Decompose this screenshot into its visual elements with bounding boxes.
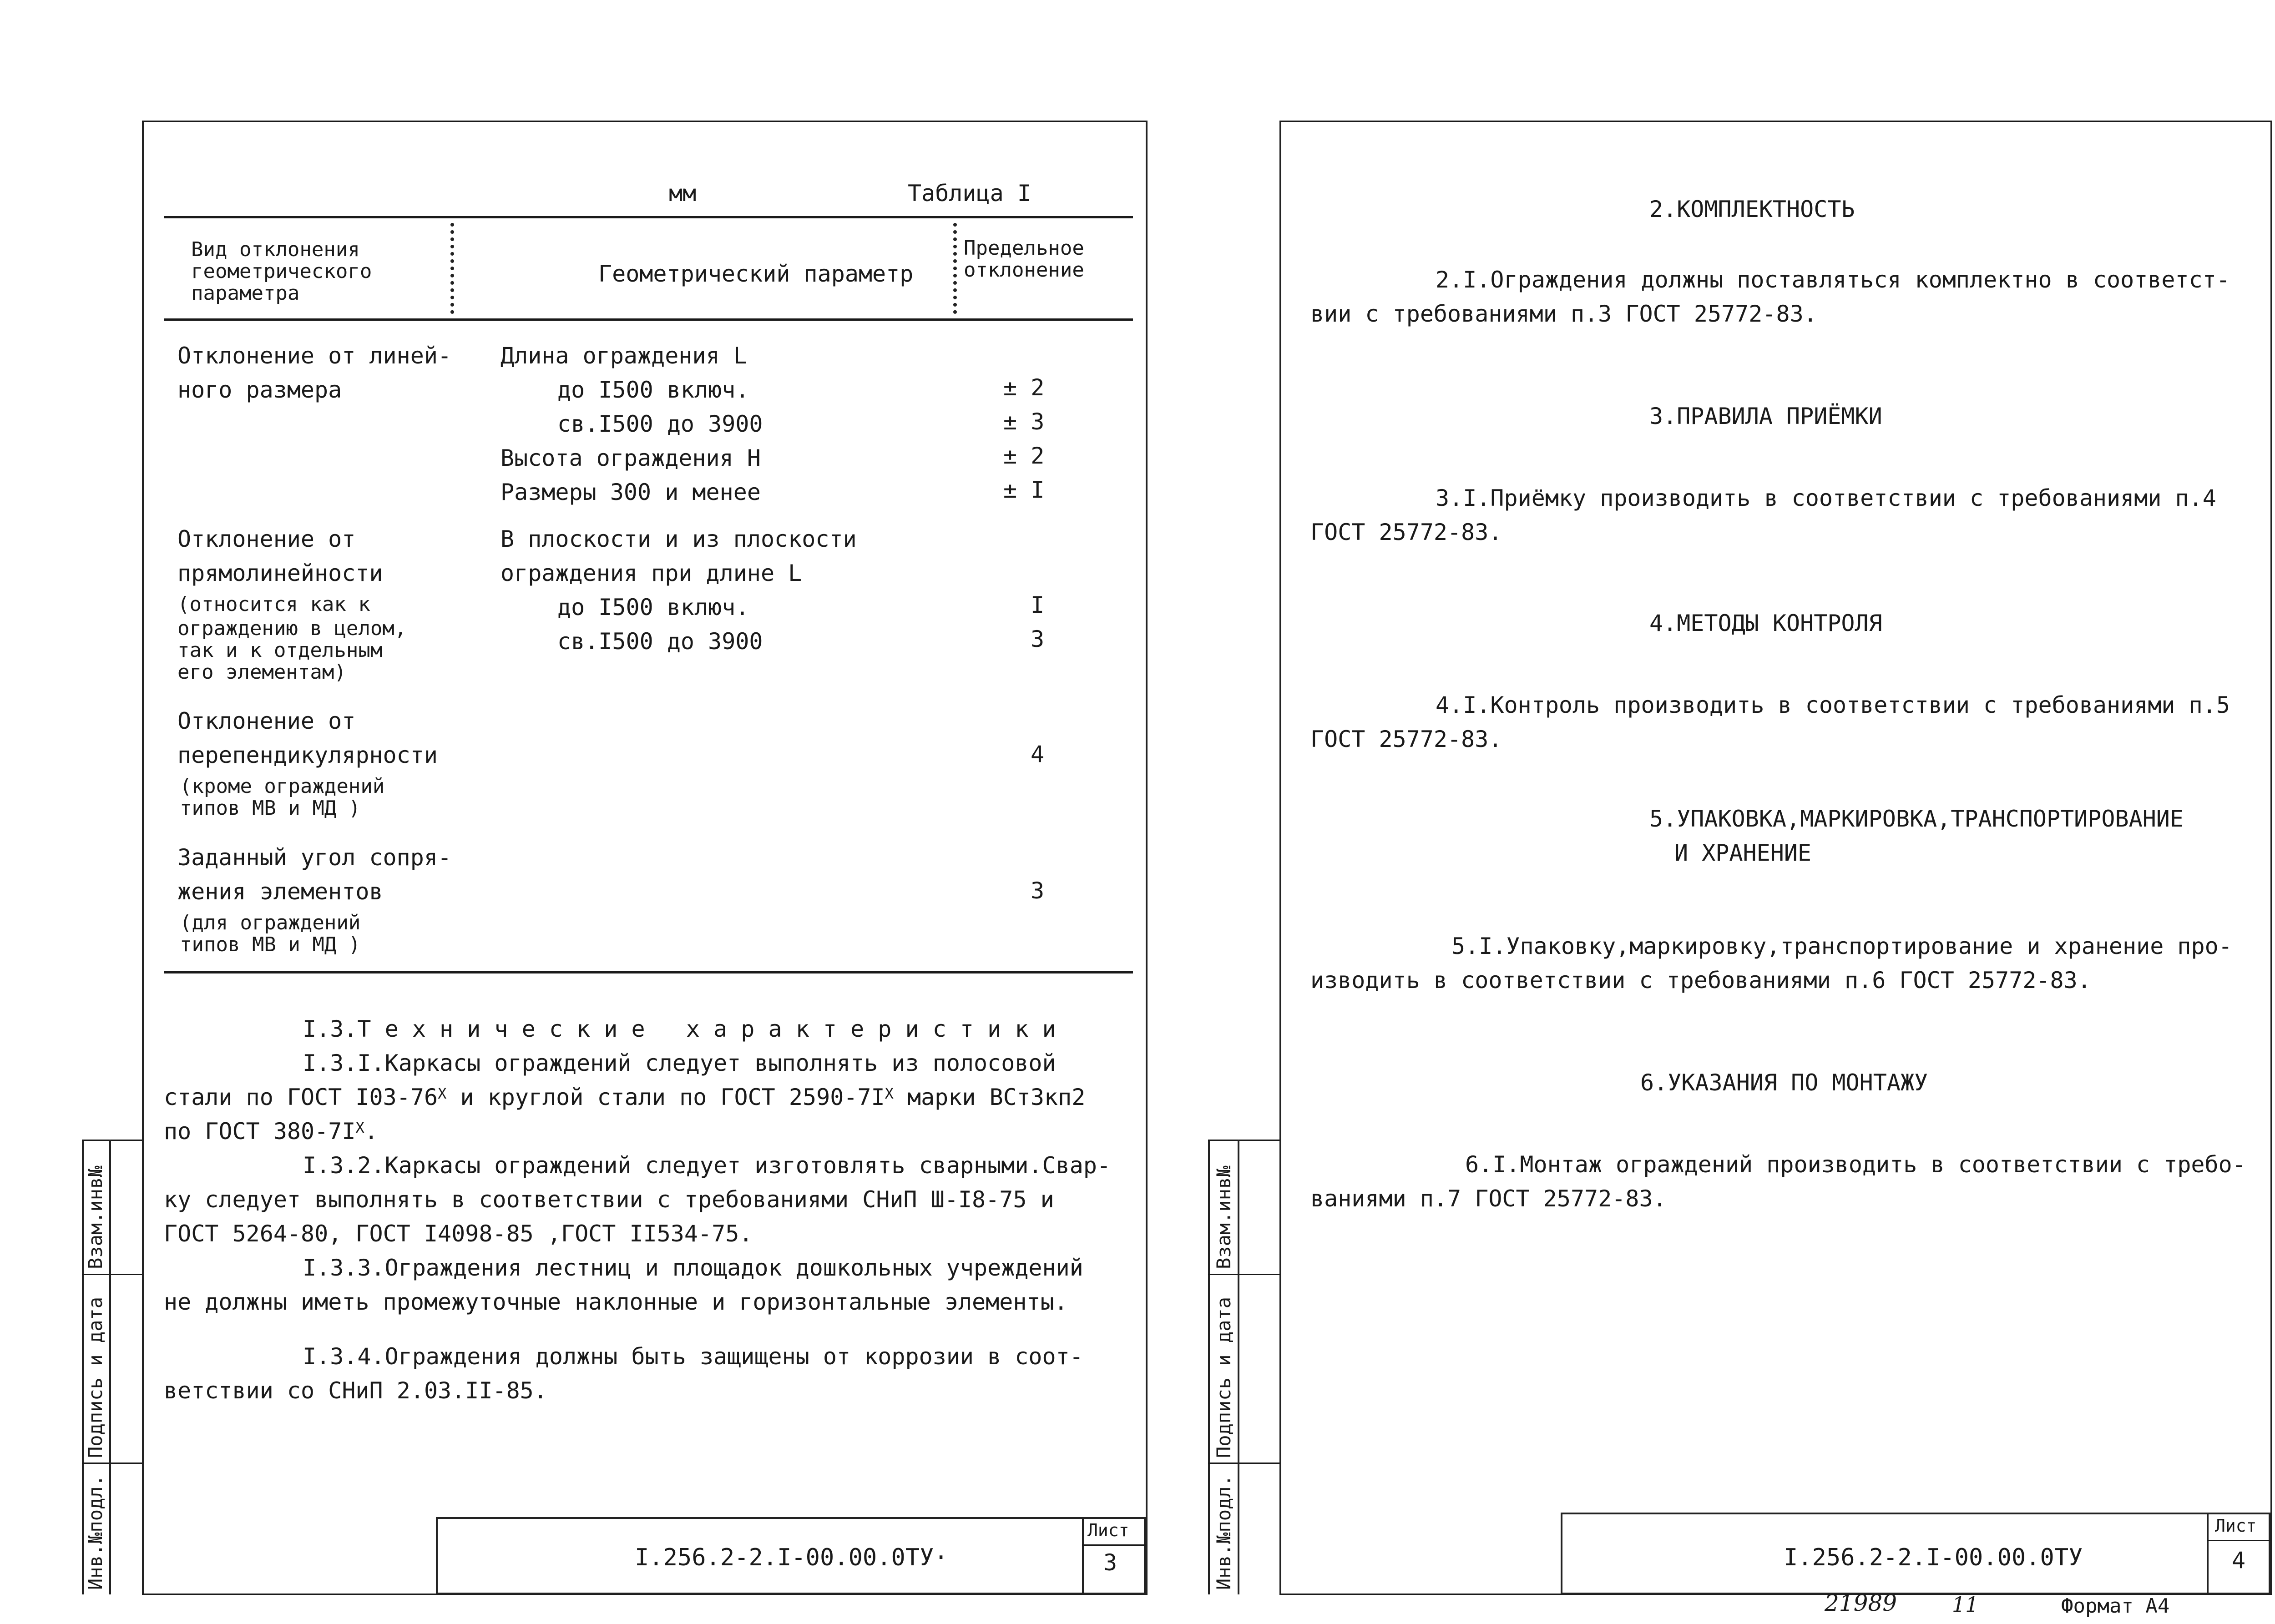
right-frame-top <box>1279 121 2271 122</box>
para-2-line-1: I.3.2.Каркасы ограждений следует изготовлять сварными.Свар- <box>303 1152 1111 1179</box>
heading-packaging-line-1: 5.УПАКОВКА,МАРКИРОВКА,ТРАНСПОРТИРОВАНИЕ <box>1649 806 2184 832</box>
para-control-line-2: ГОСТ 25772-83. <box>1310 726 1502 752</box>
para-installation-line-2: ваниями п.7 ГОСТ 25772-83. <box>1310 1185 1667 1212</box>
left-doc-code: I.256.2-2.I-00.00.0ТУ· <box>635 1544 948 1571</box>
table-title: Таблица I <box>908 180 1031 207</box>
para-2-line-2: ку следует выполнять в соответствии с требованиями СНиП Ш-I8-75 и <box>164 1186 1054 1213</box>
para-3-line-1: I.3.3.Ограждения лестниц и площадок дошкольных учреждений <box>303 1255 1083 1281</box>
para-4-line-2: ветствии со СНиП 2.03.II-85. <box>164 1377 547 1404</box>
footer-number-2: 11 <box>1952 1592 1979 1617</box>
header-col3-line2: отклонение <box>964 258 1084 282</box>
para-control-line-1: 4.I.Контроль производить в соответствии с требованиями п.5 <box>1436 692 2230 718</box>
right-margin-label-inventory: Инв.№подл. <box>1213 1475 1235 1590</box>
table-bottom-rule <box>164 971 1133 973</box>
para-completeness-line-2: вии с требованиями п.3 ГОСТ 25772-83. <box>1310 301 1817 327</box>
para-1-line-1: I.3.I.Каркасы ограждений следует выполнять из полосовой <box>303 1050 1056 1076</box>
left-frame-left <box>142 121 144 1594</box>
left-frame-right <box>1146 121 1148 1594</box>
right-margin-label-replaced: Взам.инв№ <box>1213 1165 1235 1269</box>
para-3-line-2: не должны иметь промежуточные наклонные и горизонтальные элементы. <box>164 1289 1068 1315</box>
para-2-line-3: ГОСТ 5264-80, ГОСТ I4098-85 ,ГОСТ II534-75. <box>164 1221 753 1247</box>
right-frame-left <box>1279 121 1281 1594</box>
right-margin-strip-line <box>1208 1140 1210 1594</box>
para-completeness-line-1: 2.I.Ограждения должны поставляться комплектно в соответст- <box>1436 267 2230 293</box>
heading-acceptance: 3.ПРАВИЛА ПРИЁМКИ <box>1649 403 1882 429</box>
footer-format: Формат А4 <box>2061 1594 2170 1618</box>
right-doc-code: I.256.2-2.I-00.00.0ТУ <box>1784 1544 2083 1571</box>
para-acceptance-line-1: 3.I.Приёмку производить в соответствии с требованиями п.4 <box>1436 485 2216 511</box>
section-title: I.3.Т е х н и ч е с к и е х а р а к т е р и с т и к и <box>303 1016 1056 1042</box>
left-margin-strip-line <box>82 1140 84 1594</box>
heading-packaging-line-2: И ХРАНЕНИЕ <box>1674 840 1812 866</box>
para-acceptance-line-2: ГОСТ 25772-83. <box>1310 519 1502 545</box>
para-4-line-1: I.3.4.Ограждения должны быть защищены от коррозии в соот- <box>303 1343 1083 1370</box>
table-unit: мм <box>669 180 697 207</box>
header-col1-line2: геометрического <box>191 260 372 283</box>
right-frame-right <box>2270 121 2272 1594</box>
para-installation-line-1: 6.I.Монтаж ограждений производить в соответствии с требо- <box>1465 1151 2246 1178</box>
left-sheet-number: 3 <box>1103 1549 1117 1576</box>
page: Взам.инв№ Подпись и дата Инв.№подл. мм Таблица I Вид отклонения геометрического параметра Геометрический параметр Предельное отклонение Отклонение от линей- ного размера Длина ограждения L до I500 включ. св.I500 до 3900 Высота ограждения H Размеры 300 и менее ± 2 ± 3 ± 2 ± I Отклонение от прямолинейности (относится как к ограждению в целом, так и к отдельным его элементам) В плоскости и из плоскости ограждения при длине L до I500 включ. св.I500 до 3900 I 3 Отклонение от перепендикулярности (кроме ограждений типов МВ и МД ) 4 Заданный угол сопря- жения элементов (для ограждений типов МВ и МД ) 3 I.3.Т е х н и ч е с к и е х а р а к т е р и с т и к и I.3.I.Каркасы ограждений следует выполнять из полосовой стали по ГОСТ $I03-76^X$ и круглой стали по ГОСТ $2590-7I^X$ марки ВСт3кп2 по ГОСТ $380-7I^X$. I.3.2.Каркасы ограждений следует изготовлять сварными.Свар- ку следует выполнять в соответствии с требованиями СНиП Ш-I8-75 и ГОСТ 5264-80, ГОСТ I4098-85 ,ГОСТ II534-75. I.3.3.Ограждения лестниц и площадок дошкольных учреждений не должны иметь промежуточные наклонные и горизонтальные элементы. I.3.4.Ограждения должны быть защищены от коррозии в соот- ветствии со СНиП 2.03.II-85. I.256.2-2.I-00.00.0ТУ· Лист 3 Взам.инв№ Подпись и дата Инв.№подл. 2.КОМПЛЕКТНОСТЬ 2.I.Ограждения должны поставляться комплектно в соответст- вии с требованиями п.3 ГОСТ 25772-83. 3.ПРАВИЛА ПРИЁМКИ 3.I.Приёмку производить в соответствии с требованиями п.4 ГОСТ 25772-83. 4.МЕТОДЫ КОНТРОЛЯ 4.I.Контроль производить в соответствии с требованиями п.5 ГОСТ 25772-83. 5.УПАКОВКА,МАРКИРОВКА,ТРАНСПОРТИРОВАНИЕ И ХРАНЕНИЕ 5.I.Упаковку,маркировку,транспортирование и хранение про- изводить в соответствии с требованиями п.6 ГОСТ 25772-83. 6.УКАЗАНИЯ ПО МОНТАЖУ 6.I.Монтаж ограждений производить в соответствии с требо- ваниями п.7 ГОСТ 25772-83. I.256.2-2.I-00.00.0ТУ Лист 4 21989 11 Формат А4 <box>0 0 2275 1624</box>
right-sheet-number: 4 <box>2232 1547 2246 1574</box>
left-margin-label-replaced: Взам.инв№ <box>84 1165 106 1269</box>
table-header-rule <box>164 318 1133 321</box>
header-col2: Геометрический параметр <box>598 261 914 287</box>
heading-installation: 6.УКАЗАНИЯ ПО МОНТАЖУ <box>1640 1069 1928 1096</box>
para-1-line-2: стали по ГОСТ $I03-76^X$ и круглой стали по ГОСТ $2590-7I^X$ марки ВСт3кп2 <box>164 1084 1086 1110</box>
right-margin-label-signature: Подпись и дата <box>1213 1296 1235 1458</box>
left-margin-label-signature: Подпись и дата <box>84 1296 106 1458</box>
right-sheet-label: Лист <box>2215 1516 2257 1536</box>
table-top-rule <box>164 216 1133 218</box>
heading-completeness: 2.КОМПЛЕКТНОСТЬ <box>1649 196 1855 222</box>
footer-inventory-number: 21989 <box>1825 1590 1897 1616</box>
para-packaging-line-1: 5.I.Упаковку,маркировку,транспортирование и хранение про- <box>1451 933 2232 959</box>
header-col1-line1: Вид отклонения <box>191 238 360 261</box>
left-sheet-label: Лист <box>1087 1520 1129 1540</box>
left-frame-top <box>142 121 1148 122</box>
left-margin-label-inventory: Инв.№подл. <box>84 1475 106 1590</box>
para-packaging-line-2: изводить в соответствии с требованиями п.6 ГОСТ 25772-83. <box>1310 967 2091 994</box>
heading-control: 4.МЕТОДЫ КОНТРОЛЯ <box>1649 610 1882 636</box>
header-col3-line1: Предельное <box>964 237 1084 260</box>
para-1-line-3: по ГОСТ $380-7I^X$. <box>164 1118 378 1145</box>
header-col1-line3: параметра <box>191 282 300 305</box>
